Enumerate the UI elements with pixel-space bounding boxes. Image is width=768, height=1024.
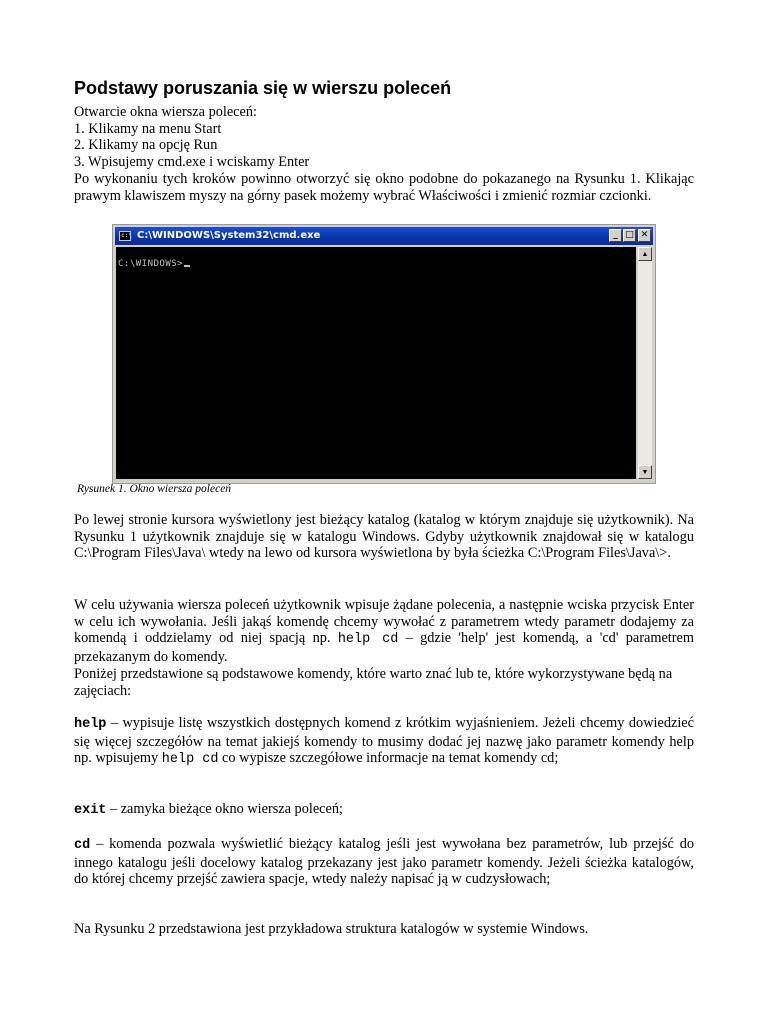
cmd-window-figure	[112, 224, 656, 484]
console-icon: c:\	[121, 232, 132, 239]
usage-text-a: W celu używania wiersza poleceń użytkownik wpisuje żądane polecenia, a następnie wciska przycisk Enter w celu ich wywołania. Jeśli jakąś komendę chcemy wywołać z parametrem wtedy parametr dodajemy za komendą i oddzielamy od niej spacją np.	[74, 597, 694, 647]
cmd-screen	[116, 247, 636, 479]
cd-desc: – komenda pozwala wyświetlić bieżący katalog jeśli jest wywołana bez parametrów, lub przejść do innego katalogu jeśli docelowy katalog przekazany jest jako parametr komendy. Jeżeli ścieżka katalogów, do której chcemy przejść zawiera spacje, wtedy należy napisać ją w cudzysłowach;	[74, 836, 694, 888]
paragraph-figure2: Na Rysunku 2 przedstawiona jest przykładowa struktura katalogów w systemie Windows.	[74, 921, 589, 937]
usage-text-b: – gdzie 'help' jest komendą, a 'cd' parametrem przekazanym do komendy.	[74, 630, 695, 666]
intro-line: Otwarcie okna wiersza poleceń:	[74, 104, 257, 120]
exit-desc: – zamyka bieżące okno wiersza poleceń;	[106, 801, 343, 817]
cd-item	[74, 836, 694, 888]
close-button: ✕	[638, 229, 651, 242]
cmd-window-title: C:\WINDOWS\System32\cmd.exe	[137, 230, 321, 241]
help-desc-a: – wypisuje listę wszystkich dostępnych komend z krótkim wyjaśnieniem. Jeżeli chcemy dowiedzieć się więcej szczegółów na temat jakiejś komendy to musimy dodać jej nazwę jako parametr komendy help np. wpisujemy	[74, 715, 694, 767]
paragraph-cursor: Po lewej stronie kursora wyświetlony jest bieżący katalog (katalog w którym znajduje się użytkownik). Na Rysunku 1 użytkownik znajduje się w katalogu Windows. Gdyby użytkownik znajdował się w katalogu C:\Program Files\Java\ wtedy na lewo od kursora wyświetlona by była ścieżka C:\Program Files\Java\>.	[74, 512, 694, 562]
intro-paragraph: Po wykonaniu tych kroków powinno otworzyć się okno podobne do pokazanego na Rysunku 1. Klikając prawym klawiszem myszy na górny pasek możemy wybrać Właściwości i zmienić rozmiar czcionki.	[74, 170, 694, 204]
usage-code: help cd	[337, 632, 399, 648]
figure-caption: Rysunek 1. Okno wiersza poleceń	[77, 483, 232, 495]
step-2: 2. Klikamy na opcję Run	[74, 137, 218, 154]
scroll-down-icon: ▼	[638, 465, 652, 479]
help-keyword: help	[74, 717, 107, 732]
cursor-icon	[184, 265, 190, 267]
step-1: 1. Klikamy na menu Start	[74, 120, 222, 137]
commands-intro: Poniżej przedstawione są podstawowe komendy, które warto znać lub te, które wykorzystywane będą na zajęciach:	[74, 665, 673, 699]
usage-text	[74, 597, 694, 666]
help-desc-b: co wypisze szczegółowe informacje na temat komendy cd;	[218, 750, 559, 767]
intro-section	[74, 104, 694, 204]
help-code: help cd	[161, 752, 219, 768]
cmd-titlebar	[115, 227, 653, 245]
exit-keyword: exit	[74, 803, 107, 818]
paragraph-usage	[74, 597, 694, 699]
help-item	[74, 715, 694, 769]
exit-item	[74, 801, 694, 820]
minimize-button: _	[609, 229, 622, 242]
cmd-prompt: C:\WINDOWS>	[118, 259, 184, 269]
page-title: Podstawy poruszania się w wierszu poleceń	[74, 78, 452, 98]
cmd-prompt-line	[118, 259, 190, 269]
scroll-up-icon: ▲	[638, 247, 652, 261]
step-3: 3. Wpisujemy cmd.exe i wciskamy Enter	[74, 154, 310, 171]
cd-keyword: cd	[74, 838, 91, 853]
maximize-button: □	[623, 229, 636, 242]
cmd-scrollbar	[638, 247, 652, 479]
